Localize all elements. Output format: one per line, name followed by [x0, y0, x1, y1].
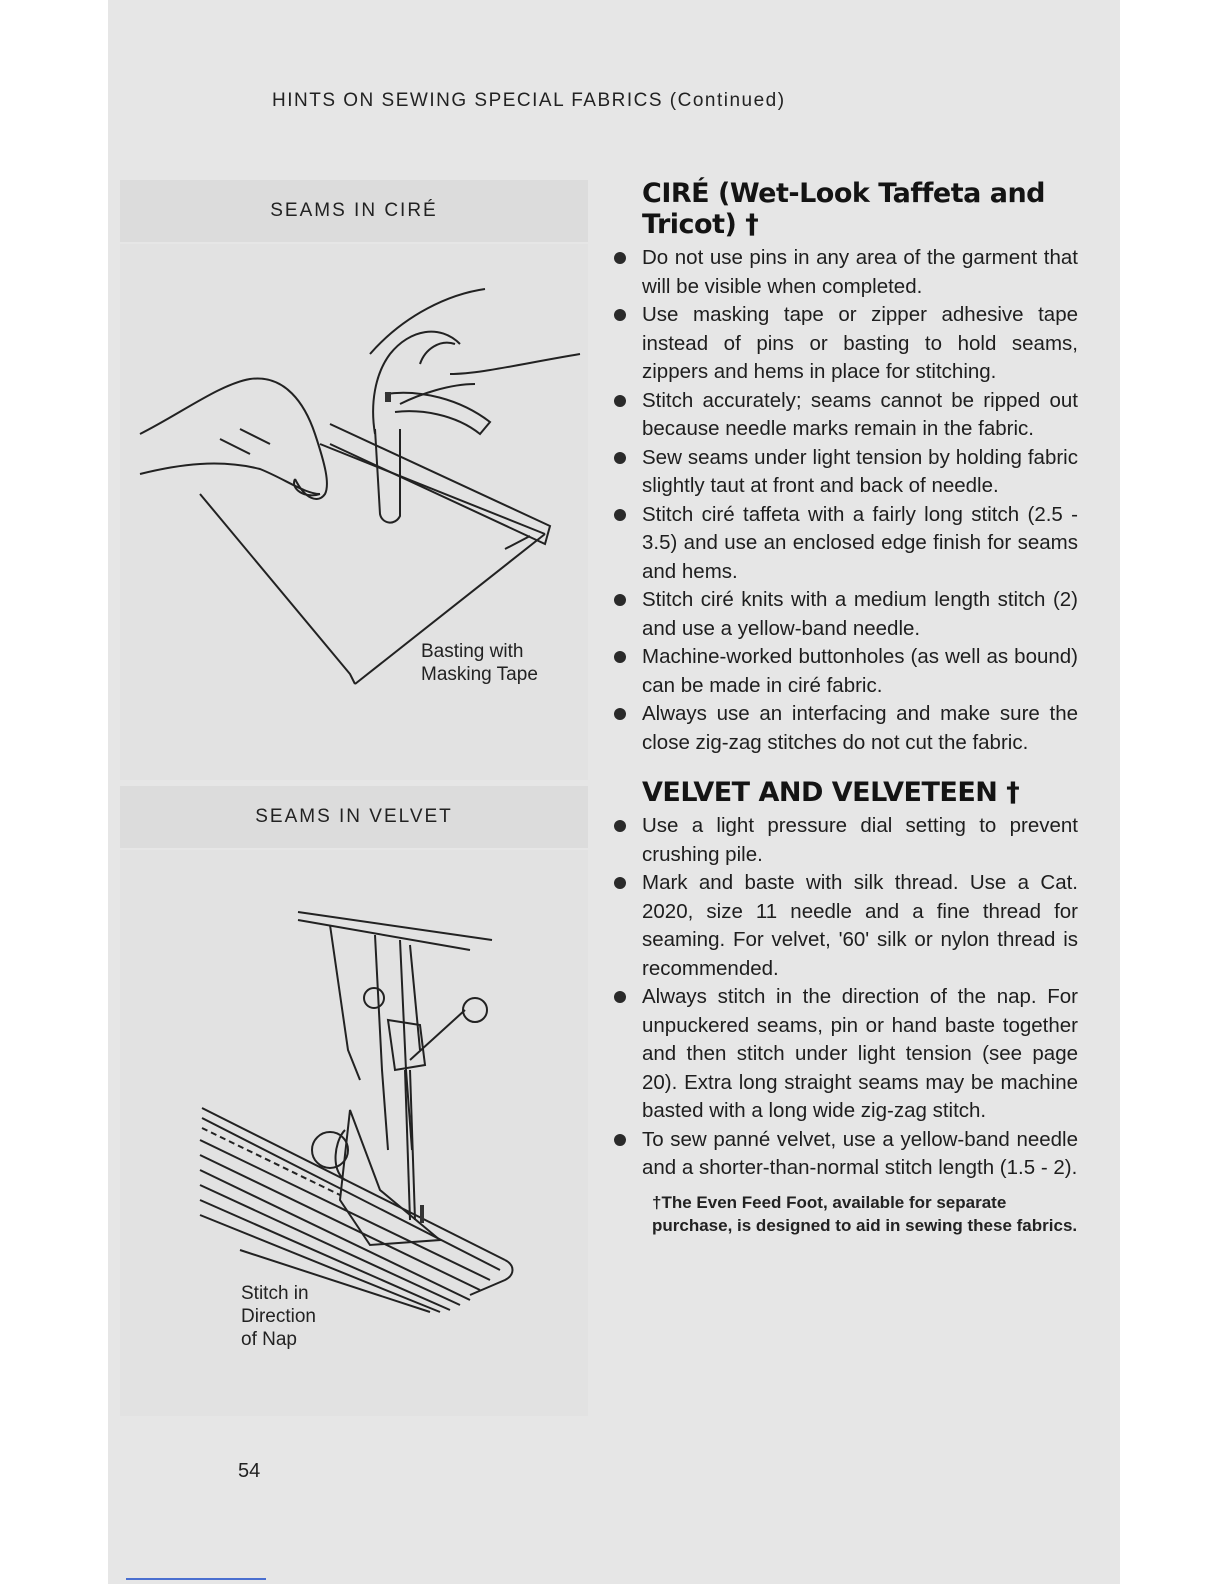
page-number: 54 — [238, 1460, 261, 1482]
list-item — [612, 700, 1078, 757]
bullet-icon — [614, 651, 626, 663]
velvet-bullet-list — [612, 812, 1078, 1183]
list-item — [612, 643, 1078, 700]
list-item — [612, 586, 1078, 643]
cire-bullet-list — [612, 244, 1078, 757]
list-item — [612, 501, 1078, 587]
bullet-icon — [614, 594, 626, 606]
figure-panel-velvet — [120, 850, 588, 1416]
list-item-text: To sew panné velvet, use a yellow-band needle and a shorter-than-normal stitch length (1.5 - 2). — [642, 1127, 1078, 1179]
list-item-text: Do not use pins in any area of the garment that will be visible when completed. — [642, 246, 1078, 298]
bullet-icon — [614, 252, 626, 264]
bullet-icon — [614, 1134, 626, 1146]
list-item-text: Sew seams under light tension by holding fabric slightly taut at front and back of needle. — [642, 445, 1078, 497]
list-item-text: Always use an interfacing and make sure the close zig-zag stitches do not cut the fabric. — [642, 702, 1078, 754]
list-item — [612, 1126, 1078, 1183]
list-item-text: Always stitch in the direction of the nap. For unpuckered seams, pin or hand baste together and then stitch under light tension (see page 20). Extra long straight seams may be machine basted with a long wide zig-zag stitch. — [642, 985, 1078, 1122]
list-item — [612, 444, 1078, 501]
list-item — [612, 387, 1078, 444]
list-item-text: Stitch accurately; seams cannot be ripped out because needle marks remain in the fabric. — [642, 388, 1078, 440]
figure-caption-velvet: SEAMS IN VELVET — [120, 786, 588, 848]
section-title-cire-line-1: CIRÉ (Wet-Look Taffeta and — [642, 178, 1045, 209]
figure-label-cire-line-2: Masking Tape — [421, 664, 538, 685]
bullet-icon — [614, 877, 626, 889]
bullet-icon — [614, 509, 626, 521]
section-title-velvet: VELVET AND VELVETEEN † — [642, 777, 1020, 808]
figure-label-velvet-line-2: Direction — [241, 1306, 316, 1327]
figure-label-cire — [421, 640, 538, 686]
bullet-icon — [614, 820, 626, 832]
figure-panel-cire — [120, 244, 588, 780]
list-item-text: Use masking tape or zipper adhesive tape instead of pins or basting to hold seams, zippers and hems in place for stitching. — [642, 303, 1078, 383]
list-item-text: Mark and baste with silk thread. Use a Cat. 2020, size 11 needle and a fine thread for seaming. For velvet, '60' silk or nylon thread is recommended. — [642, 871, 1078, 980]
list-item — [612, 244, 1078, 301]
section-title-cire-line-2: Tricot) † — [642, 209, 759, 240]
figure-caption-cire: SEAMS IN CIRÉ — [120, 180, 588, 242]
list-item-text: Stitch ciré knits with a medium length stitch (2) and use a yellow-band needle. — [642, 588, 1078, 640]
bullet-icon — [614, 708, 626, 720]
text-column — [612, 178, 1078, 1237]
running-head: HINTS ON SEWING SPECIAL FABRICS (Continued) — [272, 90, 786, 111]
presser-foot-sewing-velvet-illustration — [120, 850, 588, 1416]
list-item-text: Use a light pressure dial setting to prevent crushing pile. — [642, 814, 1078, 866]
figure-label-velvet-line-3: of Nap — [241, 1329, 297, 1350]
list-item — [612, 983, 1078, 1126]
figure-label-velvet — [241, 1282, 316, 1351]
bullet-icon — [614, 395, 626, 407]
figure-label-cire-line-1: Basting with — [421, 641, 524, 662]
list-item-text: Stitch ciré taffeta with a fairly long stitch (2.5 - 3.5) and use an enclosed edge finish for seams and hems. — [642, 502, 1078, 583]
hands-taping-seam-illustration — [120, 244, 588, 780]
figure-label-velvet-line-1: Stitch in — [241, 1283, 309, 1304]
footnote: †The Even Feed Foot, available for separate purchase, is designed to aid in sewing these fabrics. — [652, 1192, 1078, 1235]
section-title-cire — [642, 178, 1078, 240]
list-item-text: Machine-worked buttonholes (as well as bound) can be made in ciré fabric. — [642, 645, 1078, 697]
bullet-icon — [614, 452, 626, 464]
bullet-icon — [614, 991, 626, 1003]
bullet-icon — [614, 309, 626, 321]
list-item — [612, 812, 1078, 869]
list-item — [612, 301, 1078, 387]
bottom-rule — [126, 1578, 266, 1580]
list-item — [612, 869, 1078, 983]
